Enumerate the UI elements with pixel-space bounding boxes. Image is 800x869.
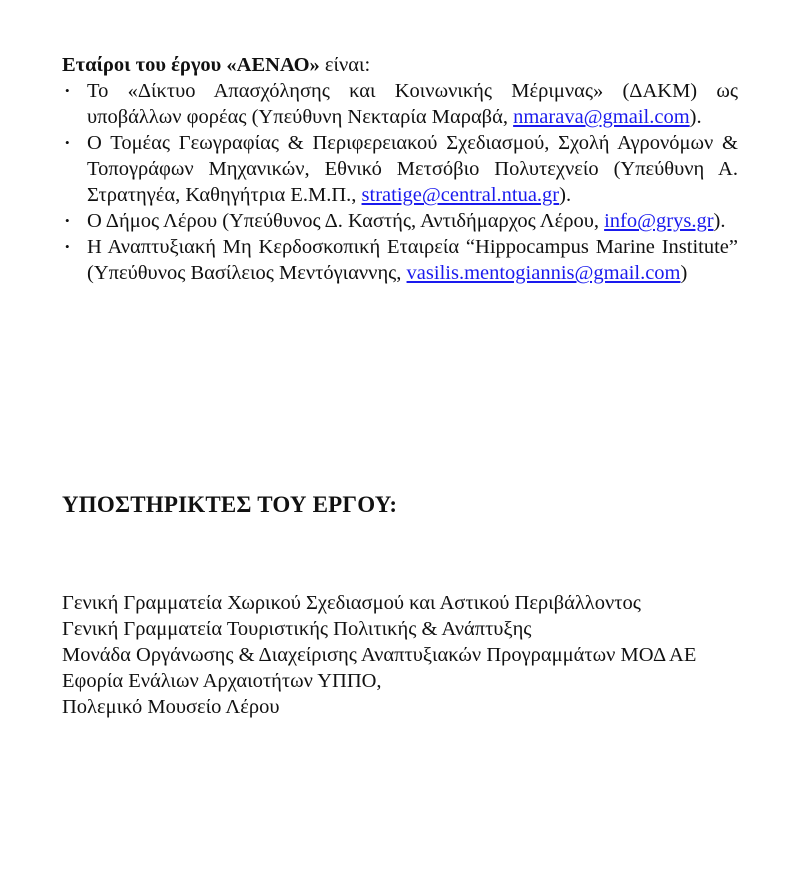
partners-list xyxy=(62,78,738,286)
partner-email-link[interactable]: vasilis.mentogiannis@gmail.com xyxy=(406,262,681,284)
partners-intro xyxy=(62,52,738,78)
partner-text-end: ). xyxy=(689,106,702,128)
supporters-list xyxy=(62,590,738,720)
partner-email-link[interactable]: info@grys.gr xyxy=(604,210,714,232)
supporter-item: Πολεμικό Μουσείο Λέρου xyxy=(62,696,280,718)
bullet-icon: • xyxy=(65,239,70,254)
bullet-icon: • xyxy=(65,83,70,98)
partner-item xyxy=(62,208,738,234)
bullet-icon: • xyxy=(65,135,70,150)
partner-email-link[interactable]: nmarava@gmail.com xyxy=(513,106,690,128)
partner-text-end: ) xyxy=(680,262,688,284)
bullet-icon: • xyxy=(65,213,70,228)
partner-text: Η Αναπτυξιακή Μη Κερδοσκοπική Εταιρεία “Hippocampus Marine Institute” (Υπεύθυνος Βασίλειος Μεντόγιαννης, xyxy=(87,236,738,284)
partner-text: Ο Τομέας Γεωγραφίας & Περιφερειακού Σχεδιασμού, Σχολή Αγρονόμων & Τοπογράφων Μηχανικών, Εθνικό Μετσόβιο Πολυτεχνείο (Υπεύθυνη Α. Στρατηγέα, Καθηγήτρια Ε.Μ.Π., xyxy=(87,132,738,206)
partner-email-link[interactable]: stratige@central.ntua.gr xyxy=(361,184,560,206)
supporters-heading: ΥΠΟΣΤΗΡΙΚΤΕΣ ΤΟΥ ΕΡΓΟΥ: xyxy=(62,492,398,517)
partners-section xyxy=(62,52,738,286)
supporter-item: Γενική Γραμματεία Χωρικού Σχεδιασμού και Αστικού Περιβάλλοντος xyxy=(62,592,641,614)
supporter-item: Μονάδα Οργάνωσης & Διαχείρισης Αναπτυξιακών Προγραμμάτων ΜΟΔ ΑΕ xyxy=(62,644,697,666)
partners-intro-rest: είναι: xyxy=(319,54,371,76)
supporter-item: Εφορία Ενάλιων Αρχαιοτήτων ΥΠΠΟ, xyxy=(62,670,382,692)
partner-item xyxy=(62,130,738,208)
partner-text-end: ). xyxy=(713,210,726,232)
partner-text: Ο Δήμος Λέρου (Υπεύθυνος Δ. Καστής, Αντιδήμαρχος Λέρου, xyxy=(87,210,605,232)
partner-text-end: ). xyxy=(559,184,572,206)
partner-item xyxy=(62,78,738,130)
supporter-item: Γενική Γραμματεία Τουριστικής Πολιτικής & Ανάπτυξης xyxy=(62,618,532,640)
partners-intro-bold: Εταίροι του έργου «ΑΕΝΑΟ» xyxy=(62,54,320,76)
partner-text: Το «Δίκτυο Απασχόλησης και Κοινωνικής Μέριμνας» (ΔΑΚΜ) ως υποβάλλων φορέας (Υπεύθυνη Νεκταρία Μαραβά, xyxy=(87,80,738,128)
partner-item xyxy=(62,234,738,286)
